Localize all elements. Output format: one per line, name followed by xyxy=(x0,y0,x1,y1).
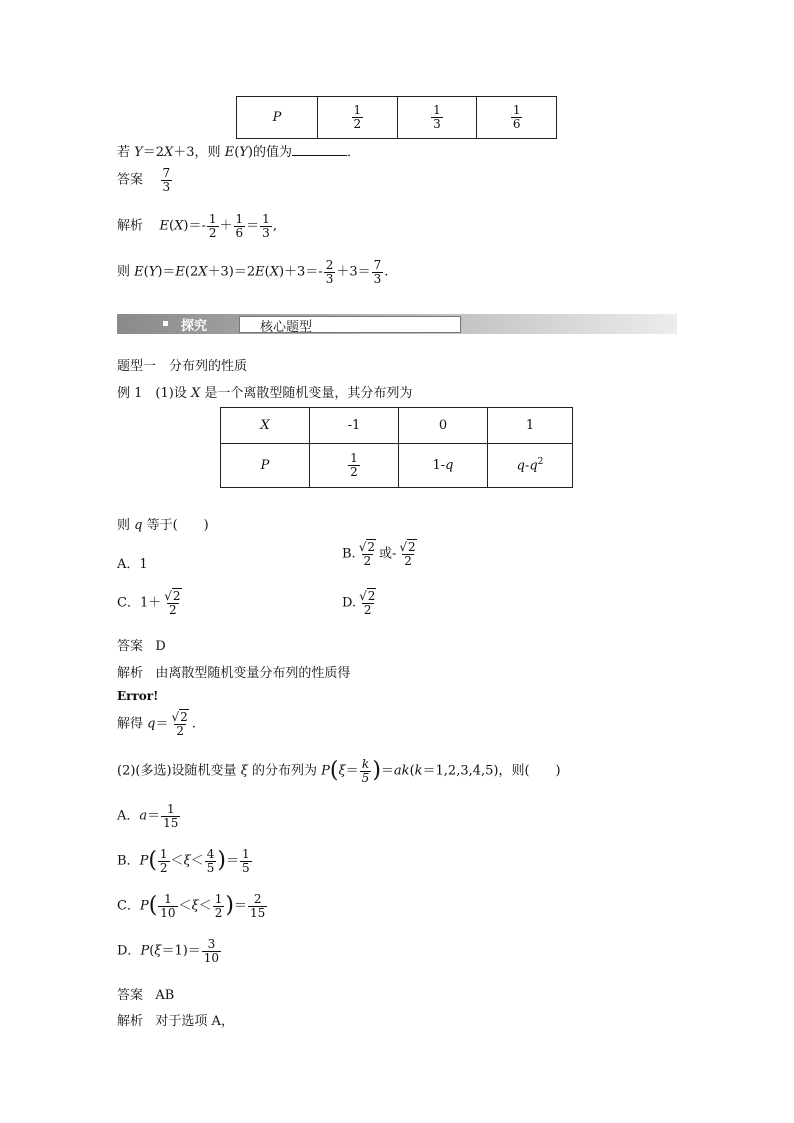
table1-p-label: P xyxy=(237,97,318,139)
table2-p-1: $\frac{1}{2}$ xyxy=(310,444,399,488)
answer-blank xyxy=(292,143,347,156)
banner-right-label: 核心题型 xyxy=(260,320,313,335)
table2-x-label: X xyxy=(221,408,310,444)
section-banner xyxy=(117,314,677,334)
option-c: C．1＋ $\frac{√2}{2}$ xyxy=(117,589,181,617)
banner-tab xyxy=(239,316,461,333)
answer-2: 答案 D xyxy=(117,639,166,654)
question-3: (2)(多选)设随机变量 ξ 的分布列为 P(ξ＝ $\frac{k}{5}$ )＝ak(k＝1,2,3,4,5)，则( ) xyxy=(117,757,561,785)
table2-x-val-1: -1 xyxy=(310,408,399,444)
table2-p-label: P xyxy=(221,444,310,488)
error-text: Error! xyxy=(117,689,159,703)
option-3d: D．P(ξ＝1)＝ $\frac{3}{10}$ xyxy=(117,937,220,965)
table1-cell-1: $\frac{1}{2}$ xyxy=(318,97,398,139)
option-3a: A．a＝ $\frac{1}{15}$ xyxy=(117,802,179,830)
solution-1: 解析 E(X)＝- $\frac{1}{2}$ ＋ $\frac{1}{6}$ ＝ $\frac{1}{3}$ , xyxy=(117,212,277,240)
table2-x-val-3: 1 xyxy=(488,408,573,444)
answer-3: 答案 AB xyxy=(117,988,175,1003)
option-3b: B．P( $\frac{1}{2}$ ＜ξ＜ $\frac{4}{5}$ )＝ $\frac{1}{5}$ xyxy=(117,847,250,875)
banner-left-label: 探究 xyxy=(181,319,208,334)
example-1-prompt: 例 1 (1)设 X 是一个离散型随机变量，其分布列为 xyxy=(117,386,413,401)
solution-2-result: 解得 q＝ $\frac{√2}{2}$ . xyxy=(117,710,196,738)
option-a: A．1 xyxy=(117,557,148,572)
answer-1: 答案 $\frac{7}{3}$ xyxy=(117,166,171,194)
option-d: D. $\frac{√2}{2}$ xyxy=(342,589,376,617)
question-2: 则 q 等于( ) xyxy=(117,518,209,533)
table2-p-3: $q-q^2$ xyxy=(488,444,573,488)
table2-x-val-2: 0 xyxy=(399,408,488,444)
distribution-table-1 xyxy=(236,96,557,139)
table1-cell-3: $\frac{1}{6}$ xyxy=(477,97,557,139)
banner-square-icon xyxy=(163,321,168,326)
type-heading: 题型一 分布列的性质 xyxy=(117,359,248,374)
option-b: B. $\frac{√2}{2}$ 或- $\frac{√2}{2}$ xyxy=(342,540,416,568)
solution-2: 解析 由离散型随机变量分布列的性质得 xyxy=(117,666,351,681)
distribution-table-2 xyxy=(220,407,573,488)
question-1: 若 Y＝2X＋3，则 E(Y)的值为 ． xyxy=(117,145,360,160)
table1-cell-2: $\frac{1}{3}$ xyxy=(397,97,477,139)
solution-1-line-2: 则 E(Y)＝E(2X＋3)＝2E(X)＋3＝- $\frac{2}{3}$ ＋3＝ $\frac{7}{3}$ . xyxy=(117,258,389,286)
solution-3: 解析 对于选项 A， xyxy=(117,1014,234,1029)
option-3c: C．P( $\frac{1}{10}$ ＜ξ＜ $\frac{1}{2}$ )＝ $\frac{2}{15}$ xyxy=(117,892,266,920)
table2-p-2: 1-q xyxy=(399,444,488,488)
